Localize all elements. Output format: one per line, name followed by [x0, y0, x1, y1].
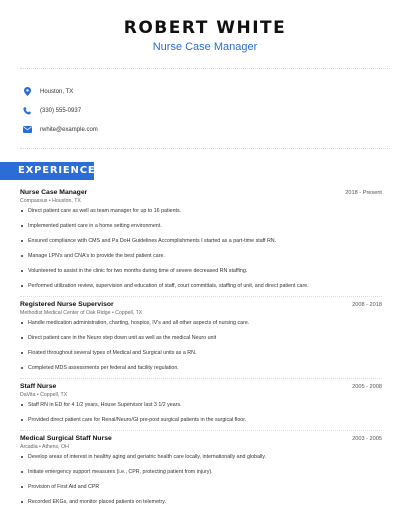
contact-location: [22, 82, 98, 101]
experience-list: [20, 189, 382, 508]
contact-list: [22, 82, 98, 139]
job-bullet: Develop areas of interest in healthy aging and geriatric health care locally, internationally and globally.: [20, 454, 382, 469]
job-entry: [20, 435, 382, 508]
job-title: Nurse Case Manager: [20, 189, 88, 196]
job-entry: [20, 301, 382, 374]
job-bullets: [20, 402, 382, 426]
job-bullet: Staff RN in ED for 4 1/2 years, House Supervisor last 3 1/2 years.: [20, 402, 382, 417]
job-bullet: Direct patient care in the Neuro step down unit as well as the medical Neuro unit: [20, 335, 382, 350]
job-bullet: Provision of First Aid and CPR: [20, 484, 382, 499]
header-divider: [20, 68, 390, 69]
resume-header: [0, 0, 410, 54]
contact-email-text: rwhite@example.com: [40, 126, 98, 133]
job-bullet: Handle medication administration, charting, hospice, IV's and all other aspects of nursing care.: [20, 320, 382, 335]
job-bullet: Initiate emergency support measures (i.e., CPR, protecting patient from injury).: [20, 469, 382, 484]
job-dates: 2008 - 2018: [352, 302, 382, 308]
candidate-title: Nurse Case Manager: [152, 41, 258, 53]
email-icon: [22, 125, 32, 135]
job-company: Compassus • Houston, TX: [20, 198, 81, 204]
contact-email: [22, 120, 98, 139]
job-bullet: Ensured compliance with CMS and Pa DoH Guidelines Accomplishments I started as a part-time staff RN.: [20, 238, 382, 253]
candidate-name: ROBERT WHITE: [123, 18, 287, 38]
contacts-divider: [20, 148, 390, 149]
location-pin-icon: [22, 87, 32, 97]
job-divider: [20, 378, 382, 379]
job-entry: [20, 383, 382, 426]
job-bullet: Floated throughout several types of Medical and Surgical units as a RN.: [20, 350, 382, 365]
job-bullet: Direct patient care as well as team manager for up to 16 patients.: [20, 208, 382, 223]
job-dates: 2003 - 2005: [352, 436, 382, 442]
contact-phone: [22, 101, 98, 120]
job-company: Arcadia • Athens, OH: [20, 444, 69, 450]
experience-heading: EXPERIENCE: [0, 162, 94, 180]
job-bullet: Volunteered to assist in the clinic for two months during time of severe decreased RN staffing.: [20, 268, 382, 283]
job-title: Registered Nurse Supervisor: [20, 301, 114, 308]
job-company: DaVita • Coppell, TX: [20, 392, 68, 398]
job-entry: [20, 189, 382, 292]
job-dates: 2018 - Present: [345, 190, 382, 196]
contact-location-text: Houston, TX: [40, 88, 74, 95]
job-bullet: Manage LPN's and CNA's to provide the best patient care.: [20, 253, 382, 268]
contact-phone-text: (330) 555-0937: [40, 107, 82, 114]
job-title: Staff Nurse: [20, 383, 57, 390]
job-dates: 2005 - 2008: [352, 384, 382, 390]
job-bullet: Recorded EKGs, and monitor placed patients on telemetry.: [20, 499, 382, 508]
job-bullets: [20, 454, 382, 508]
job-bullet: Implemented patient care in a home setting environment.: [20, 223, 382, 238]
phone-icon: [22, 106, 32, 116]
job-title: Medical Surgical Staff Nurse: [20, 435, 112, 442]
job-divider: [20, 296, 382, 297]
job-bullet: Provided direct patient care for Renal/Neuro/GI pre-post surgical patients in the surgical floor.: [20, 417, 382, 426]
job-bullet: Completed MDS assessments per federal and facility regulation.: [20, 365, 382, 374]
job-company: Methodist Medical Center of Oak Ridge • Coppell, TX: [20, 310, 143, 316]
job-bullet: Performed utilization review, supervision and education of staff, court committals, staffing of unit, and direct patient care.: [20, 283, 382, 292]
job-bullets: [20, 320, 382, 374]
job-bullets: [20, 208, 382, 292]
job-divider: [20, 430, 382, 431]
